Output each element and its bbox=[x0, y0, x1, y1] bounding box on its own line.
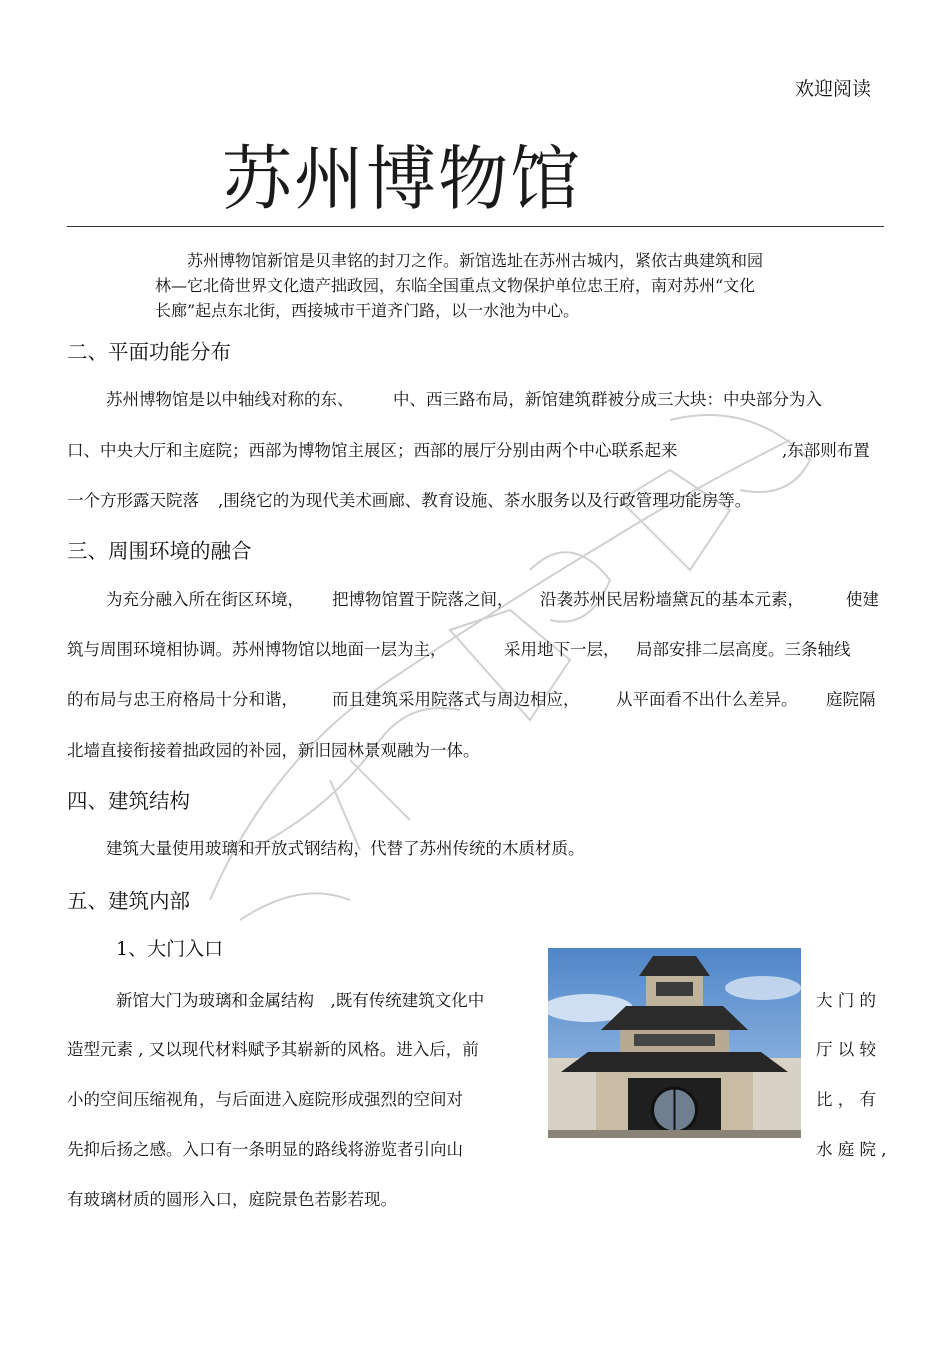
intro-line: 林—它北倚世界文化遗产拙政园，东临全国重点文物保护单位忠王府，南对苏州“文化 bbox=[155, 276, 756, 295]
text-line: 有玻璃材质的圆形入口，庭院景色若影若现。 bbox=[67, 1190, 397, 1209]
museum-entrance-photo bbox=[548, 948, 801, 1138]
text-line: ,东部则布置 bbox=[782, 441, 870, 460]
text-line: 沿袭苏州民居粉墙黛瓦的基本元素， bbox=[540, 590, 804, 609]
text-line: 局部安排二层高度。三条轴线 bbox=[636, 640, 851, 659]
title-divider bbox=[67, 226, 884, 227]
text-line: 筑与周围环境相协调。苏州博物馆以地面一层为主， bbox=[67, 640, 447, 659]
text-line: 小的空间压缩视角，与后面进入庭院形成强烈的空间对 bbox=[67, 1090, 463, 1109]
section-heading-layout: 二、平面功能分布 bbox=[67, 340, 231, 364]
text-line: 使建 bbox=[846, 590, 879, 609]
section-heading-structure: 四、建筑结构 bbox=[67, 789, 190, 813]
text-line: 北墙直接衔接着拙政园的补园，新旧园林景观融为一体。 bbox=[67, 741, 480, 760]
text-line: 建筑大量使用玻璃和开放式钢结构，代替了苏州传统的木质材质。 bbox=[106, 839, 585, 858]
text-line: 的布局与忠王府格局十分和谐， bbox=[67, 690, 298, 709]
intro-line: 苏州博物馆新馆是贝聿铭的封刀之作。新馆选址在苏州古城内，紧依古典建筑和园 bbox=[187, 251, 764, 270]
text-line: ,围绕它的为现代美术画廊、教育设施、茶水服务以及行政管理功能房等。 bbox=[218, 491, 752, 510]
text-line: 从平面看不出什么差异。 bbox=[616, 690, 798, 709]
text-line: 为充分融入所在街区环境， bbox=[106, 590, 304, 609]
text-line: 庭院隔 bbox=[826, 690, 876, 709]
text-line: 水 庭 院 , bbox=[816, 1140, 887, 1159]
text-line: 中、西三路布局，新馆建筑群被分成三大块：中央部分为入 bbox=[393, 390, 822, 409]
text-line: 造型元素 , 又以现代材料赋予其崭新的风格。进入后，前 bbox=[67, 1040, 479, 1059]
sub-heading-entrance: 1、大门入口 bbox=[116, 938, 224, 960]
section-heading-interior: 五、建筑内部 bbox=[67, 889, 190, 913]
text-line: 而且建筑采用院落式与周边相应， bbox=[332, 690, 580, 709]
text-line: 先抑后扬之感。入口有一条明显的路线将游览者引向山 bbox=[67, 1140, 463, 1159]
page-title: 苏州博物馆 bbox=[222, 138, 582, 220]
text-line: 采用地下一层， bbox=[504, 640, 620, 659]
text-line: 大 门 的 bbox=[816, 991, 876, 1010]
intro-line: 长廊”起点东北街，西接城市干道齐门路，以一水池为中心。 bbox=[155, 301, 580, 320]
text-line: 一个方形露天院落 bbox=[67, 491, 199, 510]
text-line: 厅 以 较 bbox=[816, 1040, 876, 1059]
text-line: 口、中央大厅和主庭院；西部为博物馆主展区；西部的展厅分别由两个中心联系起来 bbox=[67, 441, 678, 460]
text-line: 苏州博物馆是以中轴线对称的东、 bbox=[106, 390, 354, 409]
intro-paragraph bbox=[155, 248, 845, 323]
text-line: 把博物馆置于院落之间， bbox=[332, 590, 514, 609]
header-welcome: 欢迎阅读 bbox=[795, 78, 872, 100]
text-line: 新馆大门为玻璃和金属结构 ,既有传统建筑文化中 bbox=[116, 991, 485, 1010]
section-heading-environment: 三、周围环境的融合 bbox=[67, 539, 252, 563]
text-line: 比 ， 有 bbox=[816, 1090, 876, 1109]
